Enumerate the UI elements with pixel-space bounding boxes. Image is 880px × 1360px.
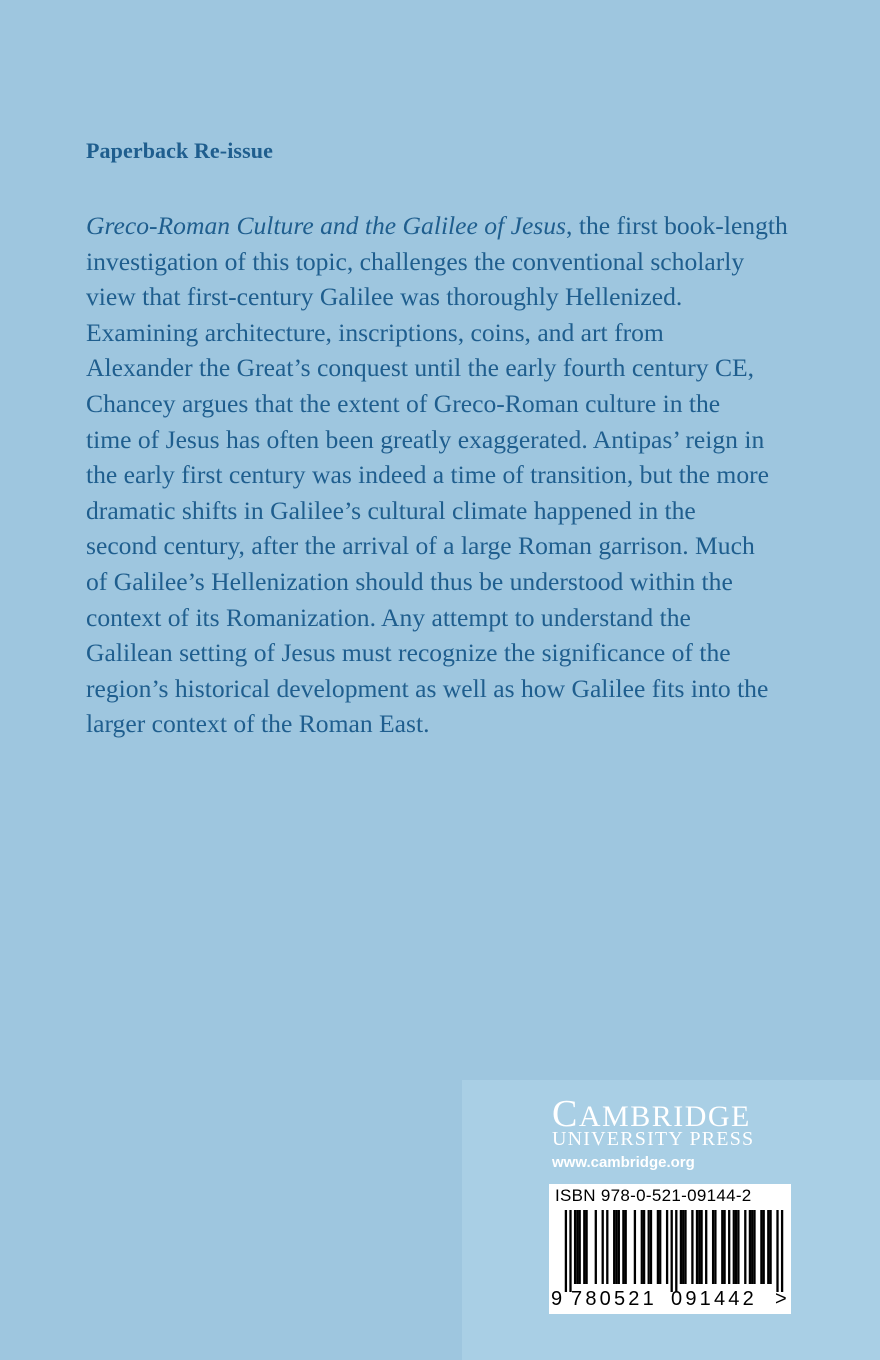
book-blurb (86, 208, 806, 742)
barcode-bar (625, 1210, 627, 1284)
barcode-bars (555, 1210, 785, 1292)
barcode-bar (576, 1210, 578, 1284)
publisher-subname: UNIVERSITY PRESS (552, 1128, 755, 1150)
barcode-bar (613, 1210, 615, 1284)
publisher-url: www.cambridge.org (552, 1154, 695, 1171)
barcode-bar (700, 1210, 702, 1284)
publisher-name-initial: C (552, 1093, 579, 1135)
barcode-bar (585, 1210, 587, 1284)
barcode-bar (650, 1210, 652, 1284)
barcode-label (549, 1184, 791, 1314)
barcode-bar (606, 1210, 608, 1284)
barcode-bar (698, 1210, 700, 1284)
barcode-bar (643, 1210, 645, 1284)
blurb-line: the early first century was indeed a time of transition, but the more (86, 460, 769, 490)
barcode-bar (753, 1210, 755, 1284)
blurb-line (86, 208, 806, 244)
barcode-bar (744, 1210, 746, 1284)
barcode-bar (749, 1210, 751, 1284)
barcode-bar (733, 1210, 735, 1284)
barcode-bar (712, 1210, 714, 1284)
blurb-line: of Galilee’s Hellenization should thus be understood within the (86, 566, 733, 596)
barcode-bar (618, 1210, 620, 1284)
barcode-bar (684, 1210, 686, 1284)
barcode-bar (763, 1210, 765, 1284)
barcode-group-2: 091442 (671, 1288, 757, 1310)
barcode-bar (728, 1210, 730, 1284)
barcode-group-1: 780521 (571, 1288, 657, 1310)
barcode-bar (680, 1210, 682, 1284)
blurb-line: dramatic shifts in Galilee’s cultural climate happened in the (86, 495, 696, 525)
barcode-bar (648, 1210, 650, 1284)
book-title: Greco-Roman Culture and the Galilee of Jesus (86, 211, 567, 240)
barcode-bar (735, 1210, 737, 1284)
edition-label: Paperback Re-issue (86, 138, 273, 163)
barcode-bar (723, 1210, 725, 1284)
barcode-bar (602, 1210, 604, 1284)
isbn-text: ISBN 978-0-521-09144-2 (555, 1186, 752, 1205)
barcode-bar (737, 1210, 739, 1284)
barcode-guard-bar (565, 1210, 567, 1292)
blurb-line: Examining architecture, inscriptions, coins, and art from (86, 317, 664, 347)
barcode-bar (634, 1210, 636, 1284)
barcode-lead-digit: 9 (551, 1288, 563, 1310)
barcode-guard-bar (671, 1210, 673, 1292)
barcode-bar (682, 1210, 684, 1284)
barcode-bar (714, 1210, 716, 1284)
barcode-bar (691, 1210, 693, 1284)
barcode-bar (705, 1210, 707, 1284)
barcode-bar (666, 1210, 668, 1284)
barcode-end-mark: > (775, 1288, 787, 1310)
barcode-bar (574, 1210, 576, 1284)
barcode-guard-bar (776, 1210, 778, 1292)
barcode-bar (721, 1210, 723, 1284)
barcode-bar (760, 1210, 762, 1284)
blurb-line: view that first-century Galilee was thoroughly Hellenized. (86, 282, 683, 312)
barcode-bar (595, 1210, 597, 1284)
barcode-guard-bar (569, 1210, 571, 1292)
barcode-guard-bar (781, 1210, 783, 1292)
blurb-line: Alexander the Great’s conquest until the early fourth century CE, (86, 353, 755, 383)
publisher-name-rest: AMBRIDGE (578, 1100, 751, 1133)
barcode-bar (751, 1210, 753, 1284)
blurb-line: larger context of the Roman East. (86, 709, 430, 739)
blurb-line: time of Jesus has often been greatly exaggerated. Antipas’ reign in (86, 424, 765, 454)
blurb-line: Chancey argues that the extent of Greco-Roman culture in the (86, 388, 721, 418)
blurb-text: , the first book-length (566, 211, 788, 240)
barcode-bar (769, 1210, 771, 1284)
barcode-bar (583, 1210, 585, 1284)
blurb-line: investigation of this topic, challenges the conventional scholarly (86, 246, 745, 276)
barcode-guard-bar (675, 1210, 677, 1292)
barcode-bar (579, 1210, 581, 1284)
barcode-bar (641, 1210, 643, 1284)
blurb-line: context of its Romanization. Any attempt to understand the (86, 602, 691, 632)
blurb-line: Galilean setting of Jesus must recognize the significance of the (86, 638, 731, 668)
barcode-bar (622, 1210, 624, 1284)
barcode-bar (696, 1210, 698, 1284)
blurb-line: second century, after the arrival of a large Roman garrison. Much (86, 531, 755, 561)
barcode-bar (767, 1210, 769, 1284)
barcode-bar (659, 1210, 661, 1284)
barcode-bar (615, 1210, 617, 1284)
blurb-line: region’s historical development as well as how Galilee fits into the (86, 673, 769, 703)
barcode-bar (657, 1210, 659, 1284)
